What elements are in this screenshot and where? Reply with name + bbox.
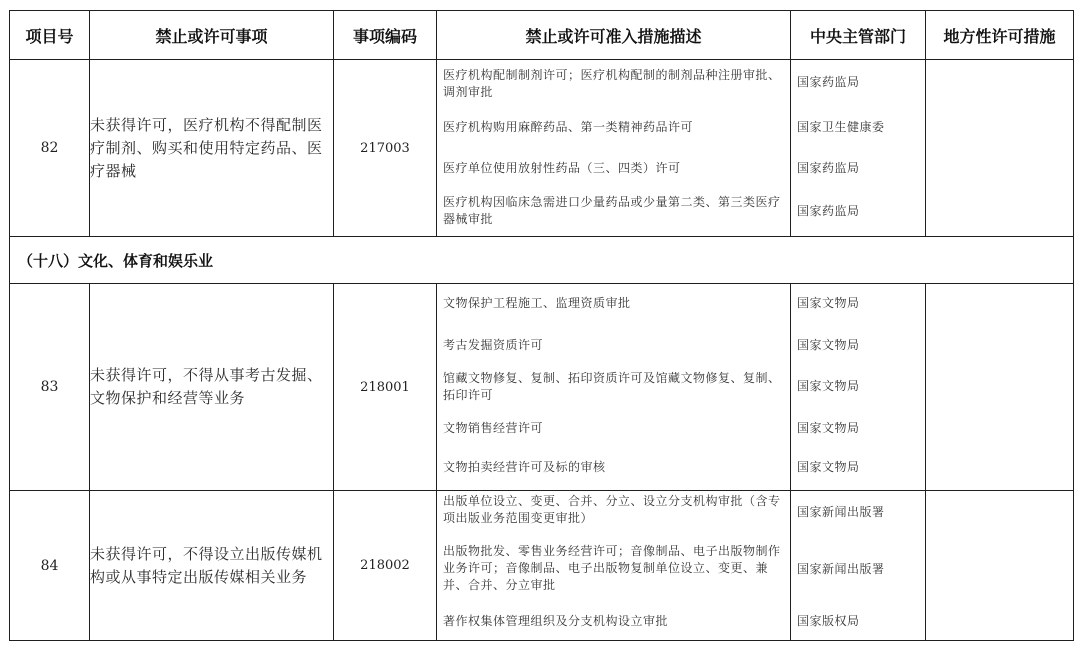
measure-desc: 文物销售经营许可 xyxy=(443,421,544,435)
item-code: 218002 xyxy=(334,491,437,641)
header-code: 事项编码 xyxy=(334,11,437,60)
measure-desc: 医疗机构因临床急需进口少量药品或少量第二类、第三类医疗器械审批 xyxy=(443,195,781,226)
table-row xyxy=(10,60,1074,237)
department: 国家药监局 xyxy=(797,204,860,218)
measure-desc: 文物拍卖经营许可及标的审核 xyxy=(443,460,606,474)
department: 国家版权局 xyxy=(797,614,860,628)
measure-descriptions xyxy=(437,284,791,491)
measure-desc: 著作权集体管理组织及分支机构设立审批 xyxy=(443,614,669,628)
header-central-department: 中央主管部门 xyxy=(791,11,926,60)
department: 国家文物局 xyxy=(797,296,860,310)
measure-desc: 出版单位设立、变更、合并、分立、设立分支机构审批（含专项出版业务范围变更审批） xyxy=(443,494,781,525)
header-local-measures: 地方性许可措施 xyxy=(926,11,1074,60)
measure-desc: 出版物批发、零售业务经营许可；音像制品、电子出版物制作业务许可；音像制品、电子出版物复制单位设立、变更、兼并、合并、分立审批 xyxy=(443,544,781,592)
department: 国家新闻出版署 xyxy=(797,562,885,576)
measure-descriptions xyxy=(437,60,791,237)
measure-desc: 医疗机构配制制剂许可；医疗机构配制的制剂品种注册审批、调剂审批 xyxy=(443,68,781,99)
header-measure-description: 禁止或许可准入措施描述 xyxy=(437,11,791,60)
item-number: 82 xyxy=(10,60,90,237)
central-departments xyxy=(791,491,926,641)
table-row xyxy=(10,491,1074,641)
header-subject: 禁止或许可事项 xyxy=(90,11,334,60)
central-departments xyxy=(791,60,926,237)
section-row xyxy=(10,237,1074,284)
measure-desc: 考古发掘资质许可 xyxy=(443,338,544,352)
item-number: 83 xyxy=(10,284,90,491)
table-row xyxy=(10,284,1074,491)
measure-desc: 文物保护工程施工、监理资质审批 xyxy=(443,296,631,310)
header-row xyxy=(10,11,1074,60)
local-measures-cell xyxy=(926,491,1074,641)
item-subject: 未获得许可，不得从事考古发掘、文物保护和经营等业务 xyxy=(90,284,334,491)
item-number: 84 xyxy=(10,491,90,641)
department: 国家药监局 xyxy=(797,75,860,89)
item-subject: 未获得许可，医疗机构不得配制医疗制剂、购买和使用特定药品、医疗器械 xyxy=(90,60,334,237)
department: 国家卫生健康委 xyxy=(797,120,885,134)
local-measures-cell xyxy=(926,60,1074,237)
department: 国家文物局 xyxy=(797,379,860,393)
header-item-number: 项目号 xyxy=(10,11,90,60)
department: 国家文物局 xyxy=(797,421,860,435)
department: 国家文物局 xyxy=(797,338,860,352)
measure-desc: 医疗单位使用放射性药品（三、四类）许可 xyxy=(443,161,681,175)
permit-table xyxy=(9,10,1074,641)
measure-desc: 医疗机构购用麻醉药品、第一类精神药品许可 xyxy=(443,120,694,134)
section-title: （十八）文化、体育和娱乐业 xyxy=(10,237,1074,284)
department: 国家文物局 xyxy=(797,460,860,474)
item-subject: 未获得许可，不得设立出版传媒机构或从事特定出版传媒相关业务 xyxy=(90,491,334,641)
measure-descriptions xyxy=(437,491,791,641)
department: 国家新闻出版署 xyxy=(797,505,885,519)
item-code: 217003 xyxy=(334,60,437,237)
department: 国家药监局 xyxy=(797,161,860,175)
item-code: 218001 xyxy=(334,284,437,491)
local-measures-cell xyxy=(926,284,1074,491)
measure-desc: 馆藏文物修复、复制、拓印资质许可及馆藏文物修复、复制、拓印许可 xyxy=(443,371,781,402)
central-departments xyxy=(791,284,926,491)
